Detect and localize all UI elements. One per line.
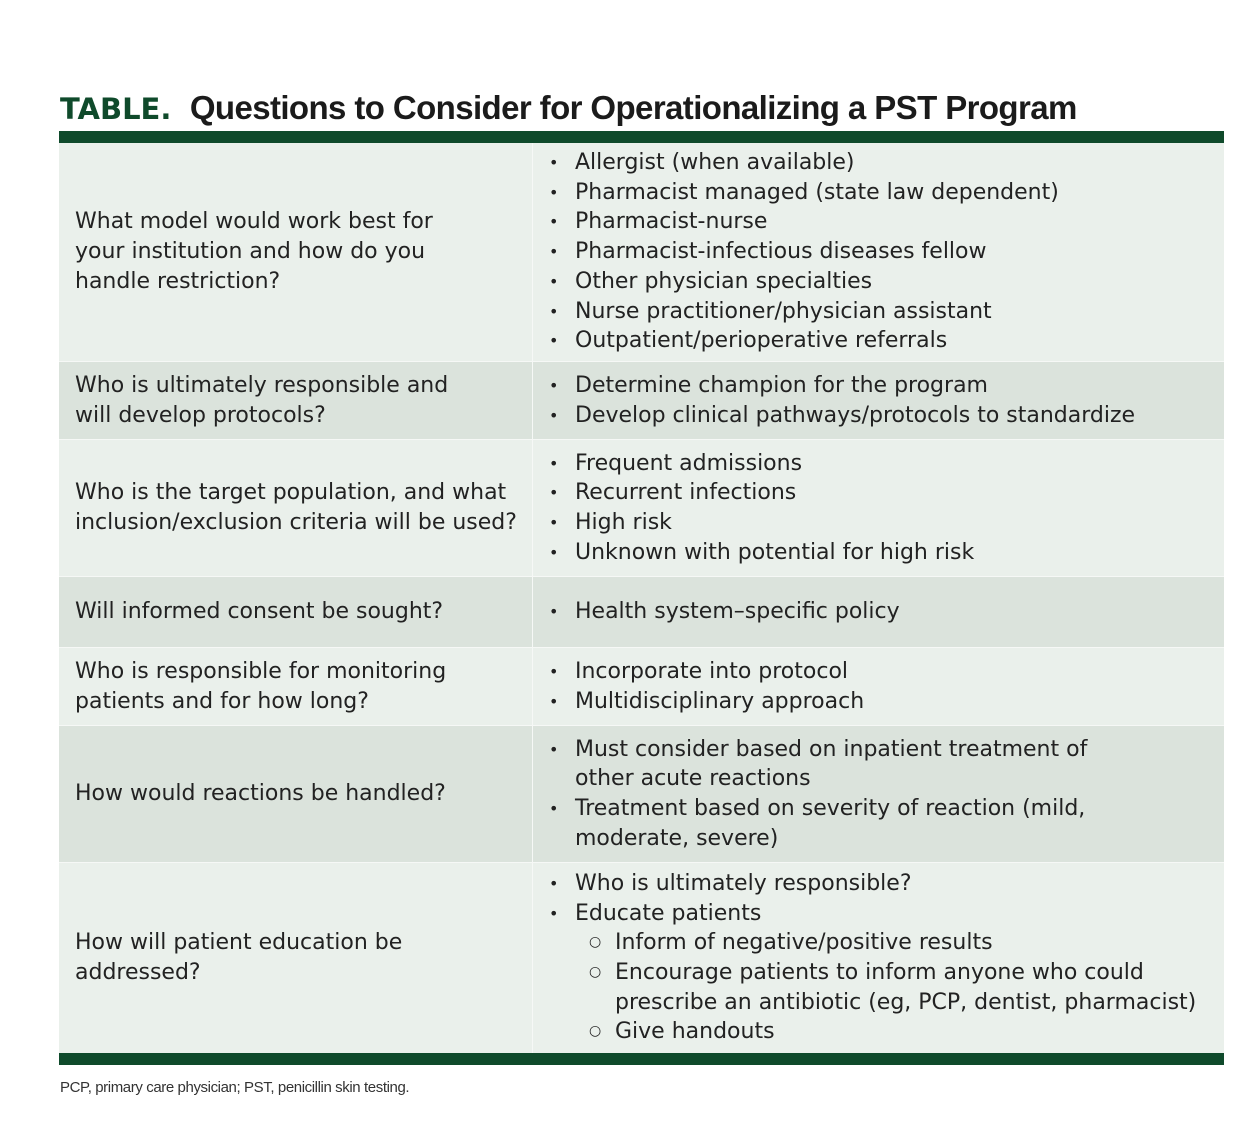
question-text: How will patient education be addressed? [75,930,403,985]
answer-list [549,597,1214,627]
list-item: • Outpatient/perioperative referrals [549,326,1214,356]
table-row [59,726,1224,863]
answer-cell [533,726,1224,862]
list-item: • Unknown with potential for high risk [549,538,1214,568]
answer-list [549,657,1214,716]
list-item: • Pharmacist-nurse [549,207,1214,237]
list-item: • Recurrent infections [549,478,1214,508]
table-row [59,863,1224,1053]
list-item: • Develop clinical pathways/protocols to standardize [549,401,1214,431]
table-row [59,362,1224,440]
question-cell [59,362,533,439]
question-cell [59,863,533,1053]
top-rule [59,131,1224,143]
question-text: Who is ultimately responsible and will develop protocols? [75,372,449,428]
answer-cell [533,863,1224,1053]
answer-cell [533,362,1224,439]
sub-list-item: ○ Inform of negative/positive results [549,928,1209,958]
answer-cell [533,577,1224,647]
question-cell [59,726,533,862]
question-cell [59,577,533,647]
list-item: • Educate patients [549,899,1209,929]
table-footnote: PCP, primary care physician; PST, penicillin skin testing. [60,1079,410,1096]
list-item: • High risk [549,508,1214,538]
table-row [59,577,1224,648]
answer-list [549,449,1214,568]
list-item: • Multidisciplinary approach [549,687,1214,717]
table-label: TABLE. [60,92,172,126]
question-text: Who is responsible for monitoring patients and for how long? [75,658,447,714]
list-item: • Frequent admissions [549,449,1214,479]
question-cell [59,143,533,361]
list-item: • Incorporate into protocol [549,657,1214,687]
table-title [60,88,1077,130]
question-cell [59,440,533,576]
list-item: • Other physician specialties [549,267,1214,297]
question-text: What model would work best for your institution and how do you handle restriction? [75,209,433,294]
answer-cell [533,440,1224,576]
answer-list [549,371,1214,430]
question-text: Will informed consent be sought? [75,599,444,625]
table-row [59,440,1224,577]
answer-list [549,148,1214,356]
table-title-text: Questions to Consider for Operationalizing a PST Program [189,89,1077,126]
answer-cell [533,648,1224,725]
answer-list [549,735,1109,854]
answer-cell [533,143,1224,361]
list-item: • Who is ultimately responsible? [549,869,1209,899]
list-item: • Treatment based on severity of reaction (mild, moderate, severe) [549,794,1109,853]
list-item: • Allergist (when available) [549,148,1214,178]
table-row [59,143,1224,362]
table-row [59,648,1224,726]
question-cell [59,648,533,725]
bottom-rule [59,1053,1224,1065]
list-item: • Health system–specific policy [549,597,1214,627]
sub-list-item: ○ Give handouts [549,1017,1209,1047]
answer-list [549,869,1209,1047]
list-item: • Must consider based on inpatient treatment of other acute reactions [549,735,1109,794]
list-item: • Pharmacist-infectious diseases fellow [549,237,1214,267]
sub-list-item: ○ Encourage patients to inform anyone who could prescribe an antibiotic (eg, PCP, dentist, pharmacist) [549,958,1209,1017]
list-item: • Pharmacist managed (state law dependent) [549,178,1214,208]
question-text: How would reactions be handled? [75,781,446,807]
question-text: Who is the target population, and what inclusion/exclusion criteria will be used? [75,480,517,535]
list-item: • Determine champion for the program [549,371,1214,401]
questions-table [59,143,1224,1053]
list-item: • Nurse practitioner/physician assistant [549,297,1214,327]
